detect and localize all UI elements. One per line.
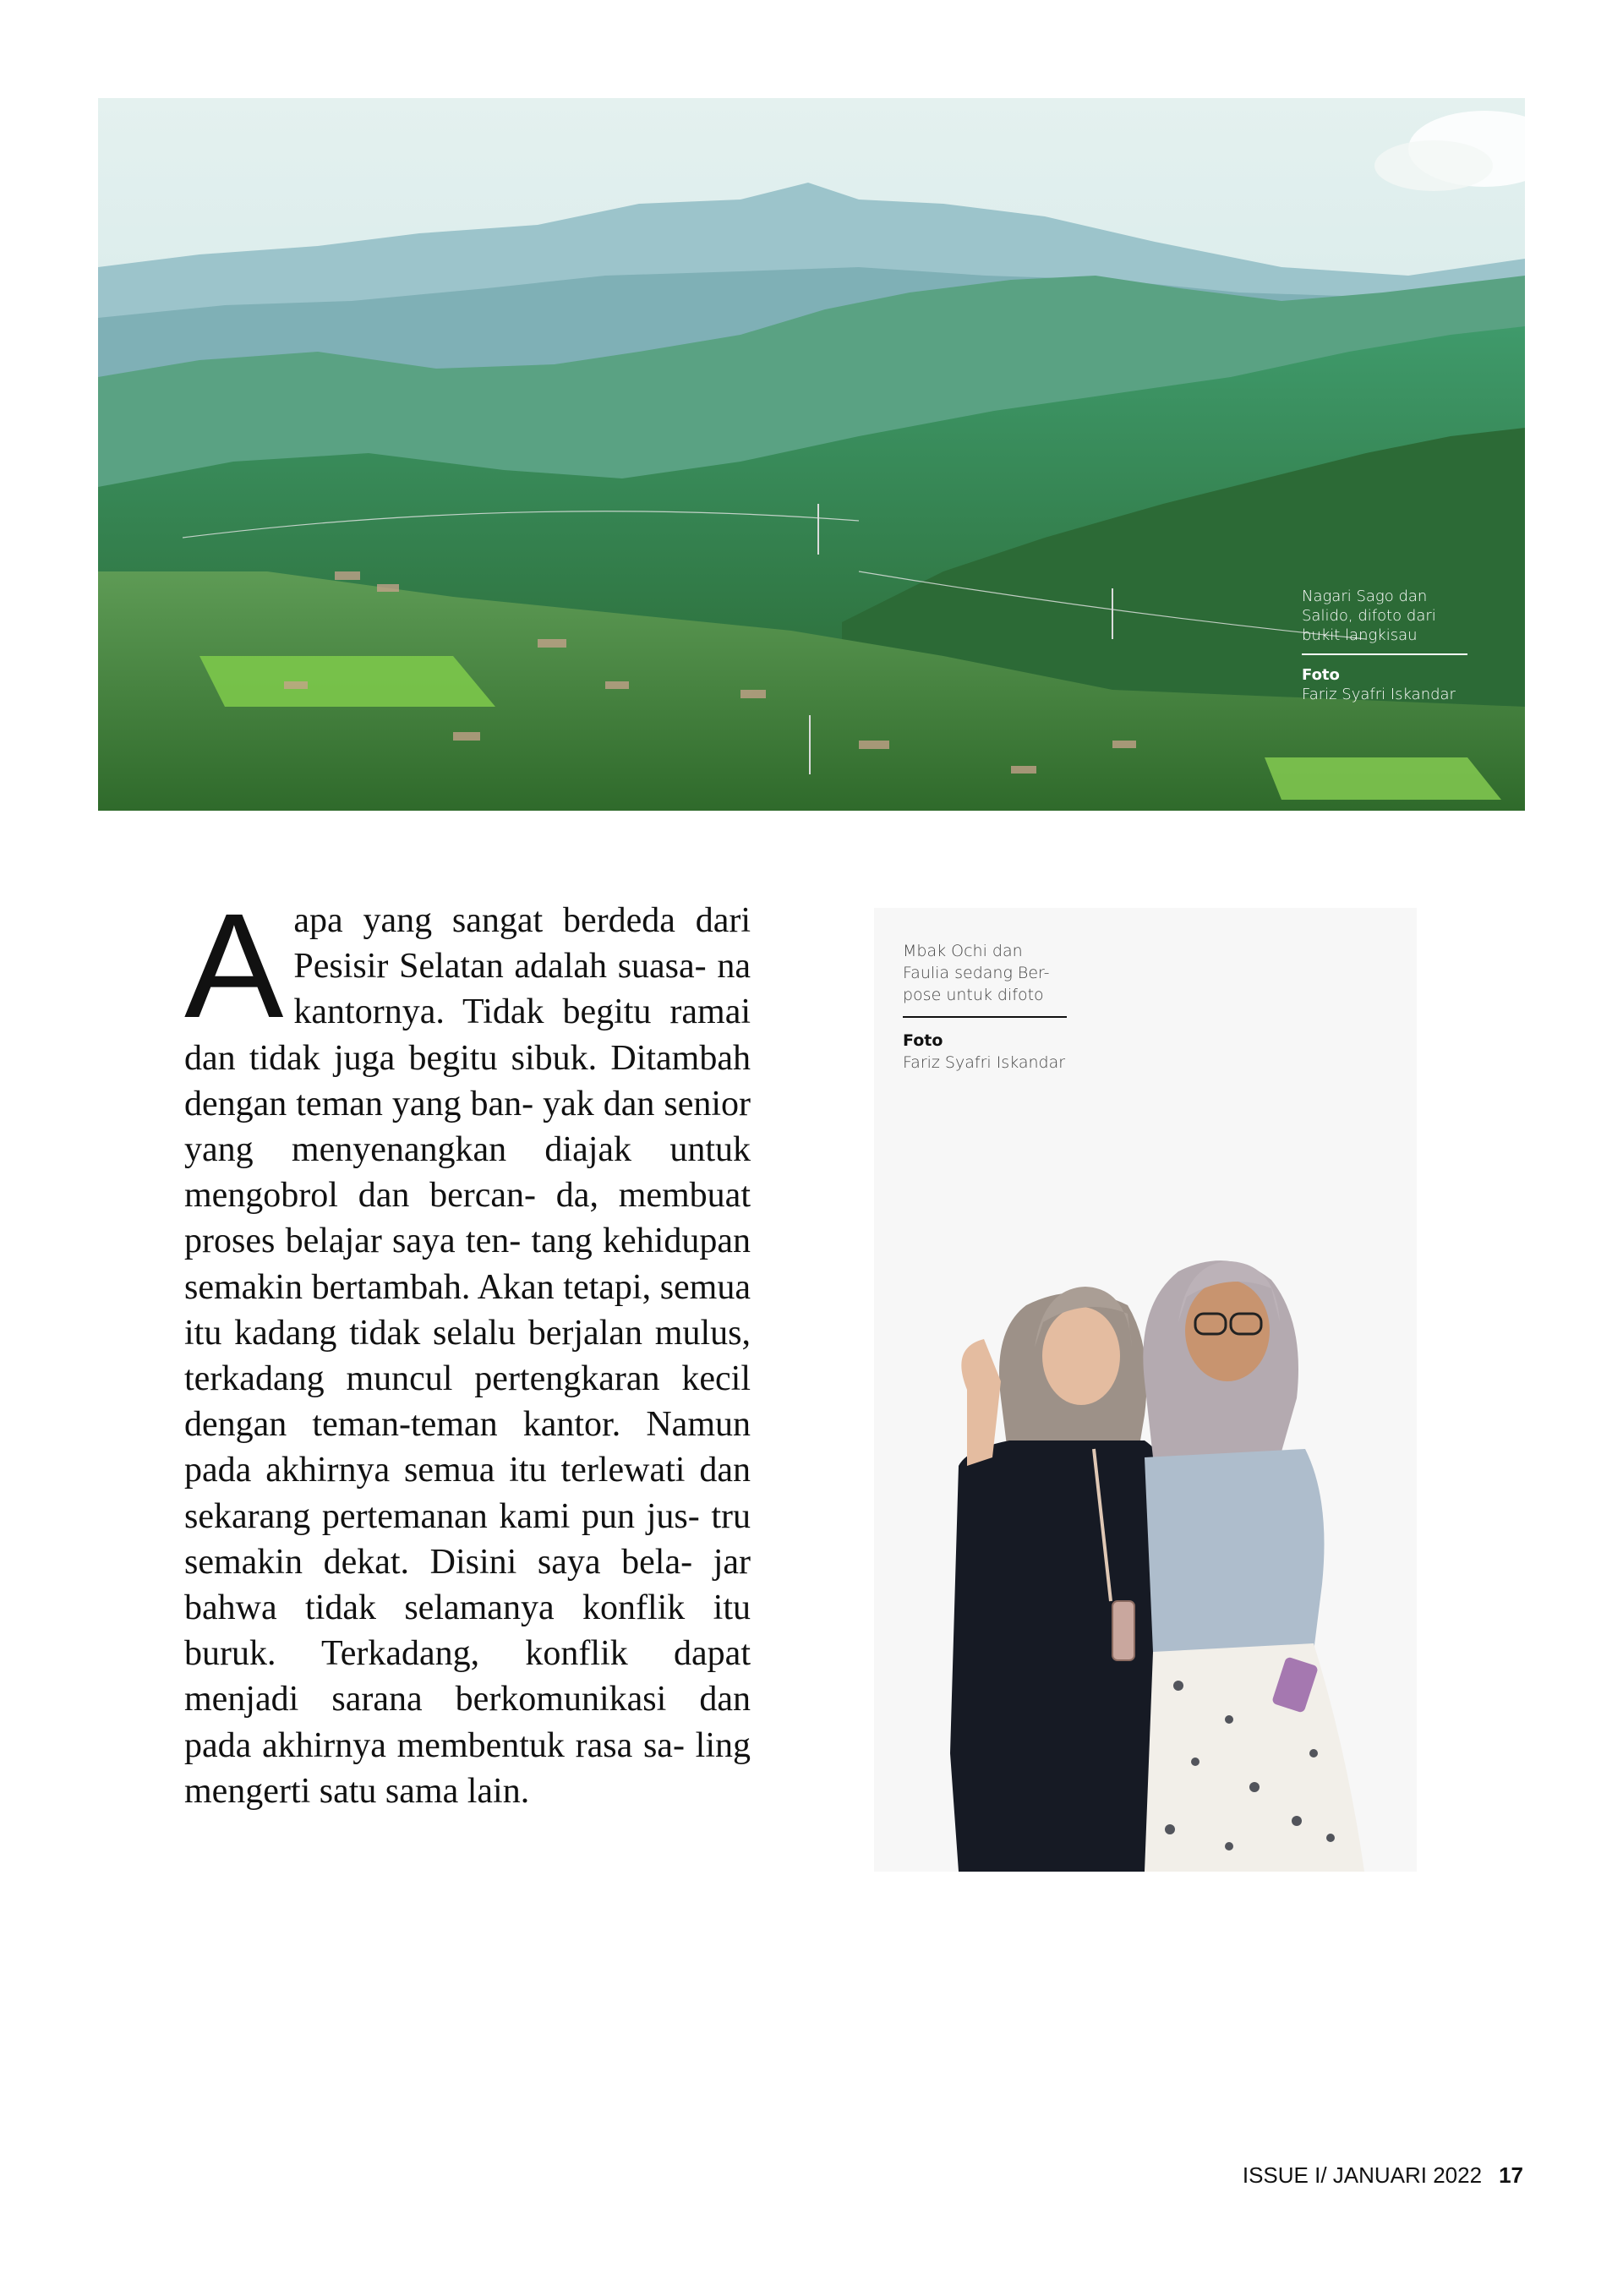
text-line: apa yang sangat berdeda dari bbox=[293, 901, 751, 940]
drop-cap: A bbox=[184, 883, 284, 1049]
caption-line: pose untuk difoto bbox=[903, 986, 1044, 1004]
text-line: yak dan senior yang menyenangkan bbox=[184, 1084, 751, 1170]
text-line: ramai dan tidak juga begitu sibuk. bbox=[184, 992, 751, 1078]
landscape-caption bbox=[1302, 587, 1488, 704]
text-line: na kantornya. Tidak begitu bbox=[293, 947, 751, 1032]
text-line: pada akhirnya membentuk rasa sa- bbox=[184, 1725, 685, 1765]
landscape-photo bbox=[98, 98, 1525, 811]
text-line: Ditambah dengan teman yang ban- bbox=[184, 1038, 751, 1123]
text-line: Pesisir Selatan adalah suasa- bbox=[293, 947, 707, 987]
photo-credit-label: Foto bbox=[1302, 666, 1340, 684]
text-line: jar bahwa tidak selamanya konflik bbox=[184, 1542, 751, 1628]
portrait-photo bbox=[874, 908, 1417, 1872]
portrait-caption bbox=[903, 940, 1097, 1074]
photo-credit-label: Foto bbox=[903, 1031, 943, 1050]
text-line: tang kehidupan semakin bertambah. bbox=[184, 1222, 751, 1307]
text-line: tru semakin dekat. Disini saya bela- bbox=[184, 1496, 751, 1582]
photo-credit-name: Fariz Syafri Iskandar bbox=[1302, 686, 1456, 703]
text-line: Akan tetapi, semua itu kadang tidak bbox=[184, 1267, 751, 1353]
text-line: itu buruk. Terkadang, konflik dapat bbox=[184, 1588, 751, 1674]
caption-line: Mbak Ochi dan bbox=[903, 942, 1023, 960]
text-line: akhirnya semua itu terlewati dan bbox=[265, 1451, 751, 1490]
text-line: sekarang pertemanan kami pun jus- bbox=[184, 1496, 700, 1536]
article-paragraph bbox=[184, 883, 751, 1814]
article-body bbox=[184, 883, 751, 1814]
caption-line: Salido, difoto dari bbox=[1302, 607, 1436, 625]
caption-divider bbox=[1302, 653, 1467, 655]
photo-credit-name: Fariz Syafri Iskandar bbox=[903, 1053, 1066, 1072]
text-line: menjadi sarana berkomunikasi dan bbox=[184, 1680, 751, 1719]
text-line: muncul pertengkaran kecil dengan bbox=[184, 1359, 751, 1445]
text-line: diajak untuk mengobrol dan bercan- bbox=[184, 1130, 751, 1216]
text-line: selalu berjalan mulus, terkadang bbox=[184, 1313, 751, 1399]
text-line: da, membuat proses belajar saya ten- bbox=[184, 1176, 751, 1261]
caption-line: Nagari Sago dan bbox=[1302, 588, 1428, 605]
issue-label: ISSUE I/ JANUARI 2022 bbox=[1242, 2162, 1483, 2188]
caption-line: Faulia sedang Ber- bbox=[903, 964, 1050, 982]
caption-divider bbox=[903, 1016, 1067, 1018]
page-number: 17 bbox=[1499, 2162, 1523, 2188]
person-left bbox=[950, 1287, 1170, 1872]
page-footer bbox=[1243, 2162, 1523, 2189]
caption-line: bukit langkisau bbox=[1302, 626, 1418, 644]
text-line: ling mengerti satu sama lain. bbox=[184, 1725, 751, 1811]
text-line: teman-teman kantor. Namun pada bbox=[184, 1405, 751, 1490]
